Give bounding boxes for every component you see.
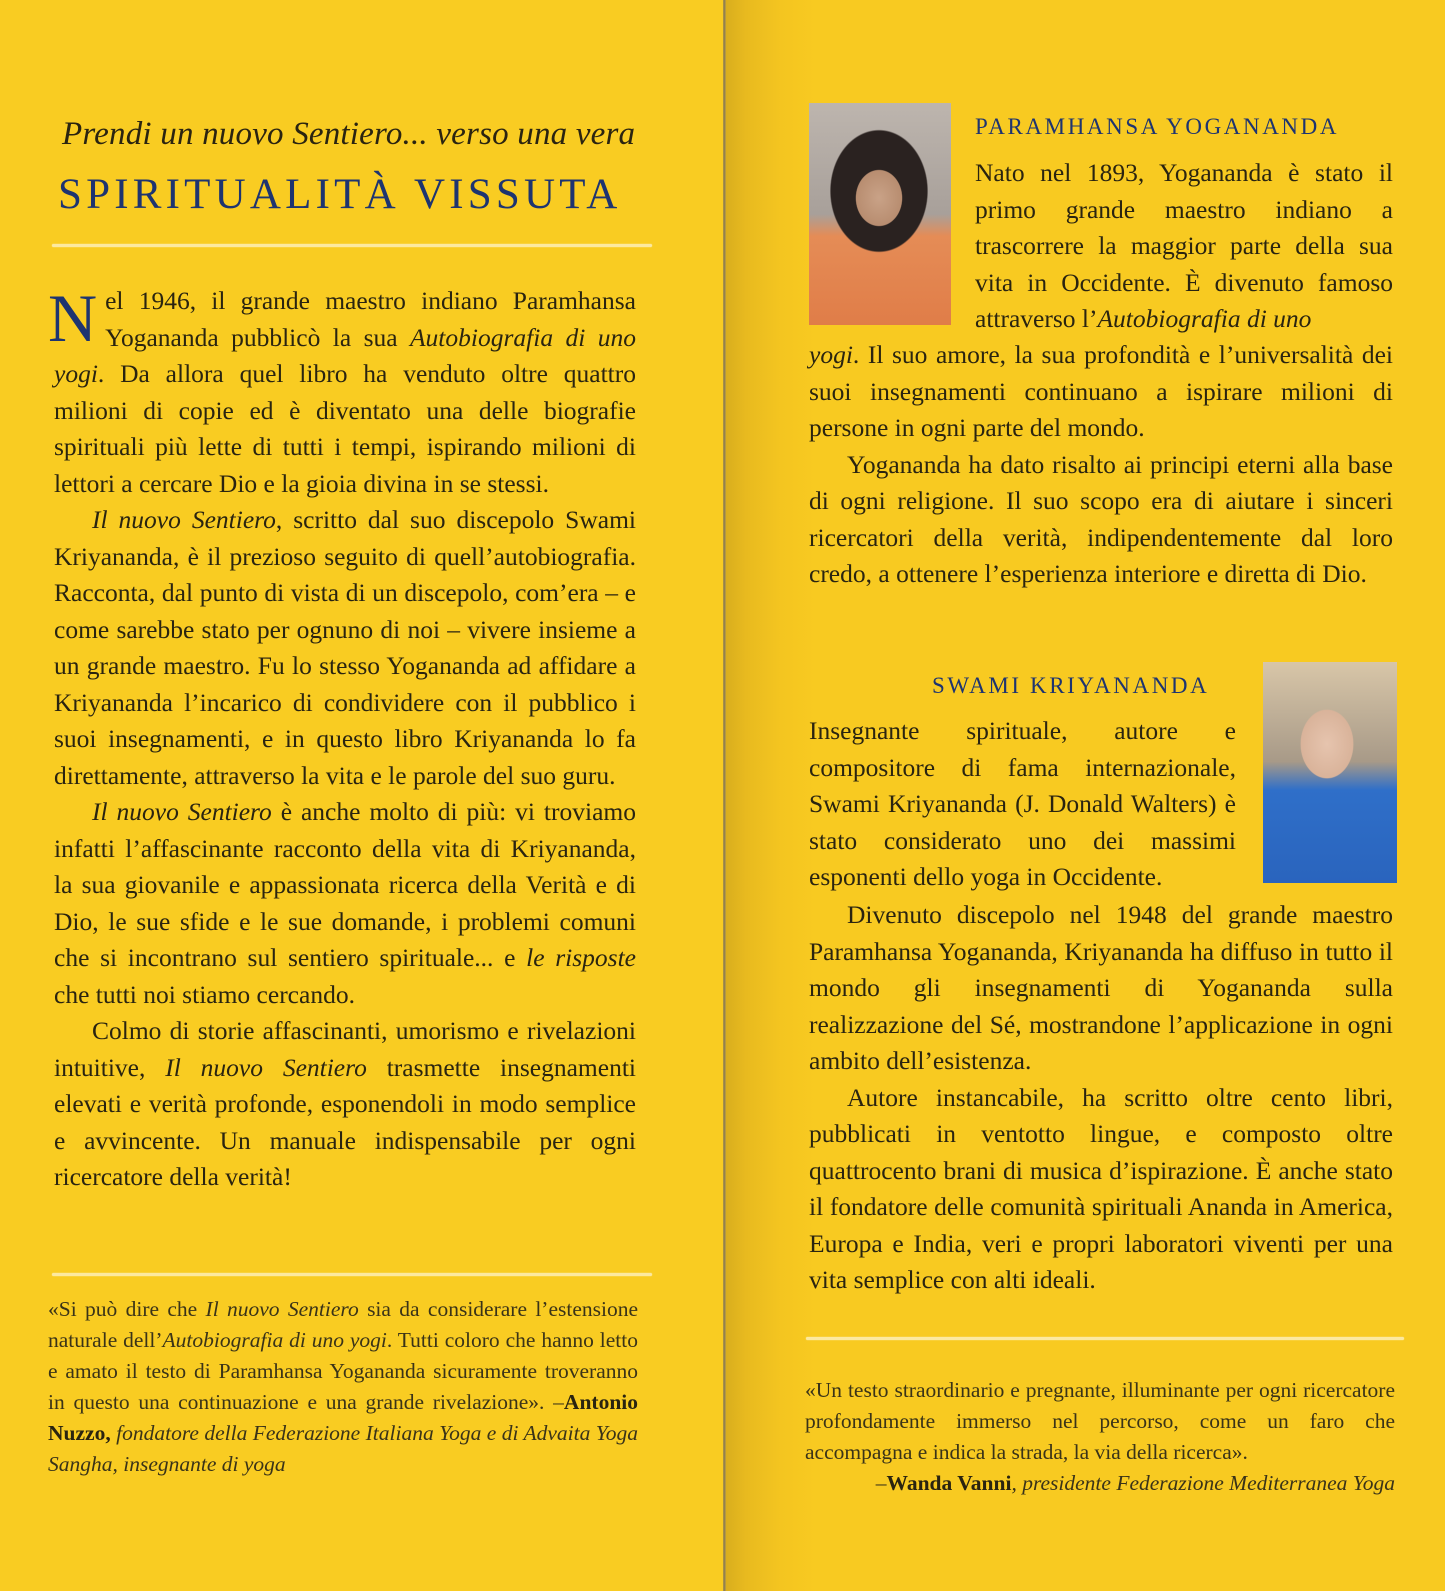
quote-author: Wanda Vanni (886, 1471, 1012, 1495)
divider-bottom-right (806, 1337, 1404, 1340)
page-title: SPIRITUALITÀ VISSUTA (58, 171, 622, 218)
paragraph-1: Nel 1946, il grande maestro indiano Paramhansa Yogananda pubblicò la sua Autobiografia di uno yogi. Da allora quel libro ha venduto oltre quattro milioni di copie ed è diventato una delle biografie spirituali più lette di tutti i tempi, ispirando milioni di lettori a cercare Dio e la gioia divina in se stessi. (48, 280, 636, 498)
paragraph-2: Il nuovo Sentiero, scritto dal suo discepolo Swami Kriyananda, è il prezioso seguito di quell’autobiografia. Racconta, dal punto di vista di un discepolo, com’era – e come sarebbe stato per ognuno di noi – vivere insieme a un grande maestro. Fu lo stesso Yogananda ad affidare a Kriyananda l’incarico di condividere con il pubblico i suoi insegnamenti, e in questo libro Kriyananda lo fa direttamente, attraverso la vita e le parole del suo guru. (54, 505, 636, 790)
kriyananda-name-heading: SWAMI KRIYANANDA (932, 673, 1210, 698)
paragraph-4: Colmo di storie affascinanti, umorismo e rivelazioni intuitive, Il nuovo Sentiero trasmette insegnamenti elevati e verità profonde, esponendoli in modo semplice e avvincente. Un manuale indispensabile per ogni ricercatore della verità! (54, 1016, 636, 1191)
quote-author-role: fondatore della Federazione Italiana Yoga e di Advaita Yoga Sangha, insegnante di yoga (48, 1421, 638, 1476)
kriyananda-bio-bottom: Divenuto discepolo nel 1948 del grande maestro Paramhansa Yogananda, Kriyananda ha diffuso in tutto il mondo gli insegnamenti di Yogananda sulla realizzazione del Sé, mostrandone l’applicazione in ogni ambito dell’esistenza. Autore instancabile, ha scritto oltre cento libri, pubblicati in ventotto lingue, e composto oltre quattrocento brani di musica d’ispirazione. È anche stato il fondatore delle comunità spirituali Ananda in America, Europa e India, veri e propri laboratori viventi per una vita semplice con alti ideali. (809, 900, 1393, 1294)
quote-author-role: , presidente Federazione Mediterranea Yoga (1011, 1471, 1395, 1495)
yogananda-bio-bottom: yogi. Il suo amore, la sua profondità e l’universalità dei suoi insegnamenti continuano a ispirare milioni di persone in ogni parte del mondo. Yogananda ha dato risalto ai principi eterni alla base di ogni religione. Il suo scopo era di aiutare i sinceri ricercatori della verità, indipendentemente dal loro credo, a ottenere l’esperienza interiore e diretta di Dio. (809, 340, 1393, 588)
paragraph-3: Il nuovo Sentiero è anche molto di più: vi troviamo infatti l’affascinante racconto della vita di Kriyananda, la sua giovanile e appassionata ricerca della Verità e di Dio, le sue sfide e le sue domande, i problemi comuni che si incontrano sul sentiero spirituale... e le risposte che tutti noi stiamo cercando. (54, 797, 636, 1009)
endorsement-quote-vanni: «Un testo straordinario e pregnante, illuminante per ogni ricercatore profondamente immerso nel percorso, come un faro che accompagna e indica la strada, la via della ricerca». –Wanda Vanni, presidente Federazione Mediterranea Yoga (805, 1378, 1395, 1495)
yogananda-bio-top: Nato nel 1893, Yogananda è stato il primo grande maestro indiano a trascorrere la maggior parte della sua vita in Occidente. È divenuto famoso attraverso l’Autobiografia di uno (975, 158, 1393, 333)
fold-line (723, 0, 726, 1591)
yogananda-photo (809, 103, 951, 325)
endorsement-quote-nuzzo: «Si può dire che Il nuovo Sentiero sia da considerare l’estensione naturale dell’Autobiografia di uno yogi. Tutti coloro che hanno letto e amato il testo di Paramhansa Yogananda sicuramente troveranno in questo una continuazione e una grande rivelazione». –Antonio Nuzzo, fondatore della Federazione Italiana Yoga e di Advaita Yoga Sangha, insegnante di yoga (48, 1297, 639, 1476)
yogananda-name-heading: PARAMHANSA YOGANANDA (975, 114, 1340, 139)
divider-top (52, 244, 652, 247)
drop-cap: N (48, 280, 98, 356)
divider-bottom-left (52, 1273, 652, 1276)
tagline: Prendi un nuovo Sentiero... verso una vera (62, 116, 636, 152)
book-description (48, 280, 636, 1196)
kriyananda-photo (1263, 662, 1397, 883)
kriyananda-bio-top: Insegnante spirituale, autore e compositore di fama internazionale, Swami Kriyananda (J. Donald Walters) è stato considerato uno dei massimi esponenti dello yoga in Occidente. (809, 716, 1236, 891)
quote-author: Antonio Nuzzo, (48, 1390, 638, 1445)
